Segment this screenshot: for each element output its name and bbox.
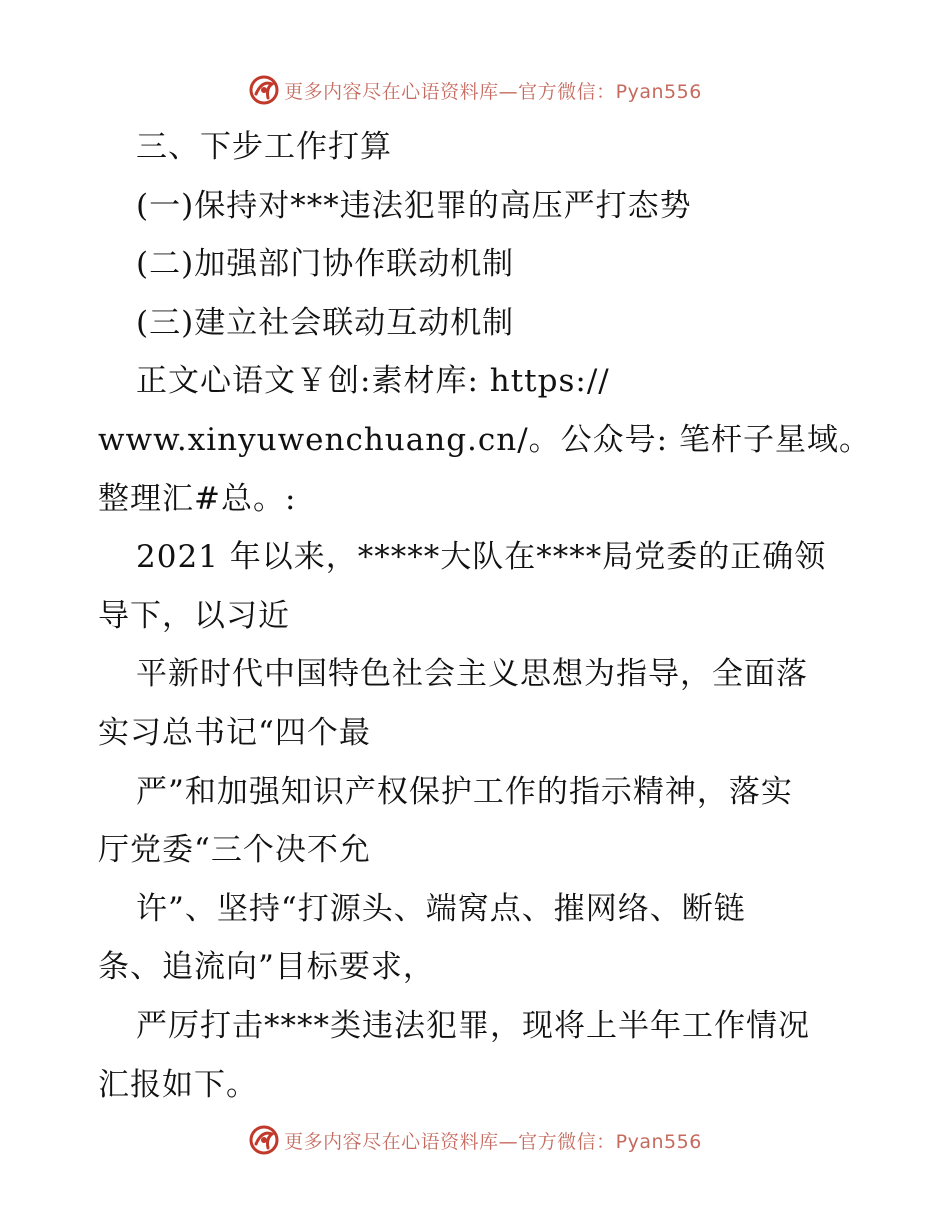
list-item: (三)建立社会联动互动机制	[136, 304, 515, 341]
document-body	[98, 118, 871, 1114]
paragraph-line: 2021 年以来，*****大队在****局党委的正确领	[136, 539, 827, 576]
header-watermark-text: 更多内容尽在心语资料库—官方微信：Pyan556	[284, 80, 702, 103]
paragraph-line: 平新时代中国特色社会主义思想为指导，全面落	[136, 656, 808, 693]
red-swirl-logo-icon	[248, 74, 280, 106]
list-item: (二)加强部门协作联动机制	[136, 246, 515, 283]
paragraph-line: 汇报如下。	[98, 1066, 258, 1103]
paragraph-line: 正文心语文￥创:素材库: https://	[136, 363, 610, 400]
footer-watermark-text: 更多内容尽在心语资料库—官方微信：Pyan556	[284, 1130, 702, 1153]
paragraph-line: 严厉打击****类违法犯罪，现将上半年工作情况	[136, 1007, 810, 1044]
header-watermark	[0, 70, 950, 110]
paragraph-line: 严”和加强知识产权保护工作的指示精神，落实	[136, 773, 793, 810]
footer-watermark	[0, 1120, 950, 1160]
red-swirl-logo-icon	[248, 1124, 280, 1156]
paragraph-line: 许”、坚持“打源头、端窝点、摧网络、断链	[136, 890, 746, 927]
paragraph-line: 导下，以习近	[98, 597, 290, 634]
paragraph-line: www.xinyuwenchuang.cn/。公众号: 笔杆子星域。	[98, 421, 871, 458]
paragraph-line: 整理汇#总。:	[98, 480, 297, 517]
paragraph-line: 厅党委“三个决不允	[98, 832, 371, 869]
paragraph-line: 实习总书记“四个最	[98, 714, 371, 751]
paragraph-line: 条、追流向”目标要求，	[98, 949, 435, 986]
list-item: (一)保持对***违法犯罪的高压严打态势	[136, 187, 692, 224]
section-heading: 三、下步工作打算	[136, 129, 392, 165]
